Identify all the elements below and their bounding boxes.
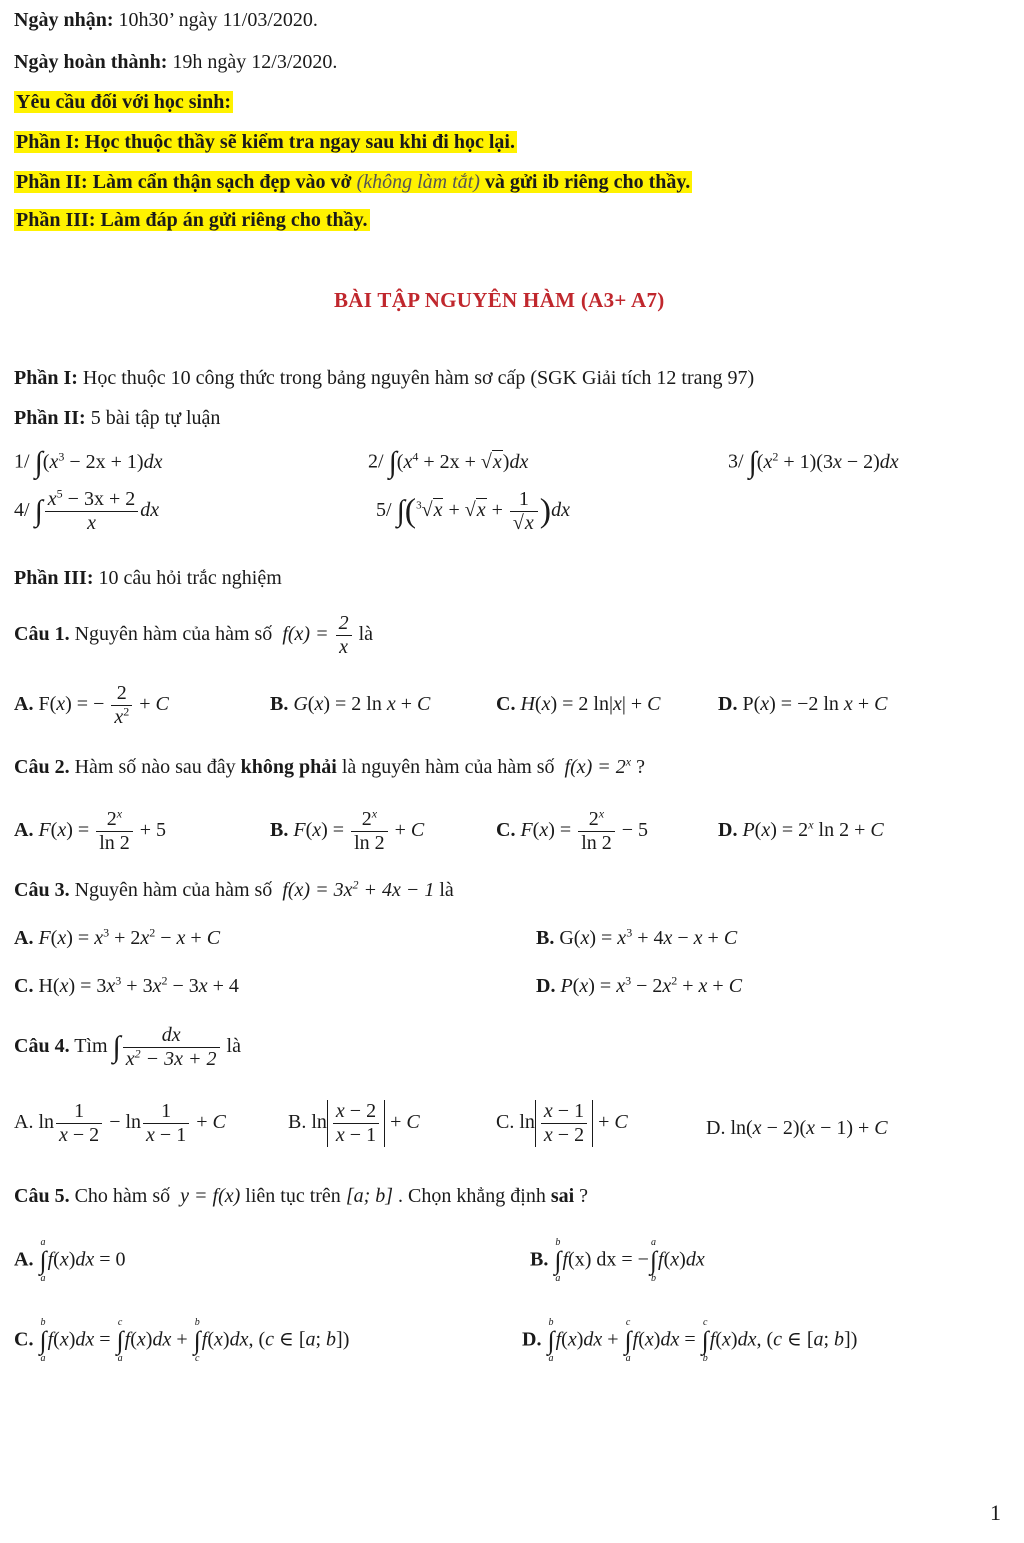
question-1-tail: là: [353, 623, 373, 646]
part2-label: Phần II:: [14, 407, 86, 429]
question-2-emphasis: không phải: [240, 756, 337, 778]
exercise-expression: $(x^3 - 2x + 1)dx$: [42, 448, 163, 473]
question-1: [14, 612, 373, 659]
q3-option-c: C. $H(x) = 3x^3 + 3x^2 - 3x + 4$: [14, 973, 239, 997]
option-letter: D.: [522, 1328, 542, 1351]
exercise-fraction: $\frac{x^5 - 3x + 2}{x}$: [45, 488, 138, 535]
q1-option-b: B. G(x) = 2 ln x + C: [270, 693, 431, 715]
requirement-part2-note: (không làm tắt): [356, 171, 480, 193]
question-3: [14, 878, 454, 902]
q5-option-b: B. b ∫ a f(x) dx = − a ∫ b f(x)dx: [530, 1237, 705, 1284]
q2-option-b: B. F(x) = $\frac{2^x}{\ln 2}$ + C: [270, 806, 425, 854]
exercise-number: 2/: [368, 450, 384, 473]
option-letter: A.: [14, 693, 34, 716]
question-2: [14, 755, 645, 779]
exercise-number: 3/: [728, 450, 744, 473]
question-5-text-b: . Chọn khẳng định: [393, 1185, 551, 1207]
q2-option-c: C. F(x) = $\frac{2^x}{\ln 2}$ − 5: [496, 806, 649, 854]
completed-label: Ngày hoàn thành:: [14, 51, 168, 73]
integral-symbol: ∫: [748, 446, 757, 479]
part3-text: 10 câu hỏi trắc nghiệm: [93, 567, 282, 589]
question-1-label: Câu 1.: [14, 623, 70, 646]
integral-symbol: ∫: [112, 1030, 121, 1064]
question-1-function: f(x) = $\frac{2}{x}$: [277, 623, 353, 645]
q3-option-d: D. $P(x) = x^3 - 2x^2 + x + C$: [536, 973, 743, 997]
option-letter: B.: [536, 927, 555, 949]
q5-option-a: A. a ∫ a f(x)dx = 0: [14, 1237, 126, 1284]
q5-option-c: C. b ∫ a f(x)dx = c ∫ a f(x)dx + b ∫ c f(x)dx, (c ∈ [a; b]): [14, 1317, 350, 1364]
q4-option-d: D. ln(x − 2)(x − 1) + C: [706, 1117, 888, 1139]
option-letter: A.: [14, 927, 34, 949]
requirement-part2: [14, 170, 692, 194]
part1-text: Học thuộc 10 công thức trong bảng nguyên hàm sơ cấp (SGK Giải tích 12 trang 97): [77, 367, 755, 389]
option-letter: C.: [14, 1328, 34, 1351]
option-letter: B.: [270, 693, 289, 715]
option-letter: B.: [530, 1248, 549, 1271]
option-letter: B.: [288, 1111, 307, 1134]
option-letter: D.: [536, 975, 556, 997]
exercise-5: 5/ ∫($^3$√x + √x + $\frac{1}{√x}$ )dx: [376, 488, 571, 534]
requirements-line: [14, 90, 233, 114]
page-number: 1: [990, 1500, 1001, 1525]
option-letter: C.: [14, 975, 34, 997]
part2-line: [14, 406, 220, 430]
integral-symbol: ∫: [34, 494, 43, 528]
q2-option-a: A. F(x) = $\frac{2^x}{\ln 2}$ + 5: [14, 806, 167, 854]
exercise-expression: $(x^2 + 1)(3x - 2)dx$: [756, 448, 899, 473]
received-label: Ngày nhận:: [14, 9, 114, 31]
part1-line: [14, 366, 754, 390]
q1-option-a: A. F(x) = − $\frac{2}{x^2}$ + C: [14, 682, 169, 728]
integral-symbol: ∫: [396, 494, 405, 528]
requirement-part3-text: Phần III: Làm đáp án gửi riêng cho thầy.: [16, 209, 368, 231]
option-letter: D.: [718, 693, 738, 715]
q4-option-a: A. ln $\frac{1}{x - 2}$ − ln $\frac{1}{x - 1}$ + C: [14, 1100, 226, 1146]
part3-line: [14, 566, 282, 590]
part2-text: 5 bài tập tự luận: [85, 407, 221, 429]
exercise-number: 5/: [376, 499, 392, 522]
question-4-tail: là: [221, 1035, 241, 1058]
exercise-number: 4/: [14, 499, 30, 522]
question-2-text-b: là nguyên hàm của hàm số: [336, 756, 555, 778]
question-2-text-a: Hàm số nào sau đây: [69, 756, 241, 778]
option-letter: B.: [270, 819, 289, 842]
q4-option-b: B. ln $\frac{x - 2}{x - 1}$ + C: [288, 1100, 420, 1146]
question-5-interval: [a; b]: [345, 1185, 394, 1207]
question-1-text: Nguyên hàm của hàm số: [69, 623, 273, 646]
exercise-4: 4/ ∫ $\frac{x^5 - 3x + 2}{x}$ dx: [14, 486, 160, 534]
question-4-fraction: $\frac{dx}{x^2 - 3x + 2}$: [123, 1024, 220, 1071]
q4-option-c: C. ln $\frac{x - 1}{x - 2}$ + C: [496, 1100, 628, 1146]
integral-symbol: ∫: [34, 446, 43, 479]
question-4-label: Câu 4.: [14, 1035, 70, 1058]
question-5: [14, 1184, 588, 1208]
integral-symbol: ∫: [388, 446, 397, 479]
question-5-function: y = f(x): [175, 1185, 241, 1207]
requirement-part2-text-a: Phần II: Làm cẩn thận sạch đẹp vào vở: [16, 171, 352, 193]
q3-option-b: B. $G(x) = x^3 + 4x - x + C$: [536, 925, 738, 949]
requirements-label: Yêu cầu đối với học sinh:: [16, 91, 231, 113]
question-5-label: Câu 5.: [14, 1185, 70, 1207]
completed-line: [14, 50, 337, 74]
question-5-mid: liên tục trên: [240, 1185, 341, 1207]
part1-label: Phần I:: [14, 367, 78, 389]
option-letter: C.: [496, 1111, 515, 1134]
option-letter: D.: [706, 1117, 726, 1139]
q2-option-d: D. $P(x) = 2^x$ ln 2 + C: [718, 817, 884, 841]
requirement-part2-text-b: và gửi ib riêng cho thầy.: [484, 171, 691, 193]
question-5-text: Cho hàm số: [69, 1185, 171, 1207]
q5-option-d: D. b ∫ a f(x)dx + c ∫ a f(x)dx = c ∫ b f(x)dx, (c ∈ [a; b]): [522, 1317, 858, 1364]
question-3-tail: là: [434, 879, 454, 901]
requirement-part3: [14, 208, 370, 232]
option-letter: C.: [496, 819, 516, 842]
option-letter: D.: [718, 819, 738, 841]
completed-value: 19h ngày 12/3/2020.: [167, 51, 338, 73]
question-4-text: Tìm: [69, 1035, 108, 1058]
question-3-text: Nguyên hàm của hàm số: [69, 879, 273, 901]
option-letter: A.: [14, 1111, 34, 1134]
exercise-expression: $(x^4 + 2x + √x)dx$: [396, 448, 529, 473]
question-3-function: $f(x) = 3x^2 + 4x - 1$: [277, 877, 435, 901]
requirement-part1-text: Phần I: Học thuộc thầy sẽ kiểm tra ngay sau khi đi học lại.: [16, 131, 515, 153]
exercise-2: [368, 448, 528, 478]
exercise-expression: $^3$√x + √x + $\frac{1}{√x}$: [416, 499, 540, 521]
question-2-tail: ?: [631, 756, 646, 778]
received-line: [14, 8, 318, 32]
q1-option-d: D. P(x) = −2 ln x + C: [718, 693, 888, 715]
part3-label: Phần III:: [14, 567, 94, 589]
page-title: BÀI TẬP NGUYÊN HÀM (A3+ A7): [334, 288, 665, 312]
question-5-emphasis: sai: [550, 1185, 575, 1207]
question-5-tail: ?: [574, 1185, 589, 1207]
option-letter: A.: [14, 819, 34, 842]
option-letter: C.: [496, 693, 516, 715]
q1-option-c: C. H(x) = 2 ln|x| + C: [496, 693, 661, 715]
option-letter: A.: [14, 1248, 34, 1271]
exercise-1: [14, 448, 162, 478]
requirement-part1: [14, 130, 517, 154]
exercise-number: 1/: [14, 450, 30, 473]
received-value: 10h30’ ngày 11/03/2020.: [113, 9, 318, 31]
question-3-label: Câu 3.: [14, 879, 70, 901]
question-4: [14, 1024, 241, 1071]
question-2-label: Câu 2.: [14, 756, 70, 778]
q3-option-a: A. $F(x) = x^3 + 2x^2 - x + C$: [14, 925, 221, 949]
question-2-function: $f(x) = 2^x$: [559, 754, 632, 778]
exercise-3: [728, 448, 899, 478]
